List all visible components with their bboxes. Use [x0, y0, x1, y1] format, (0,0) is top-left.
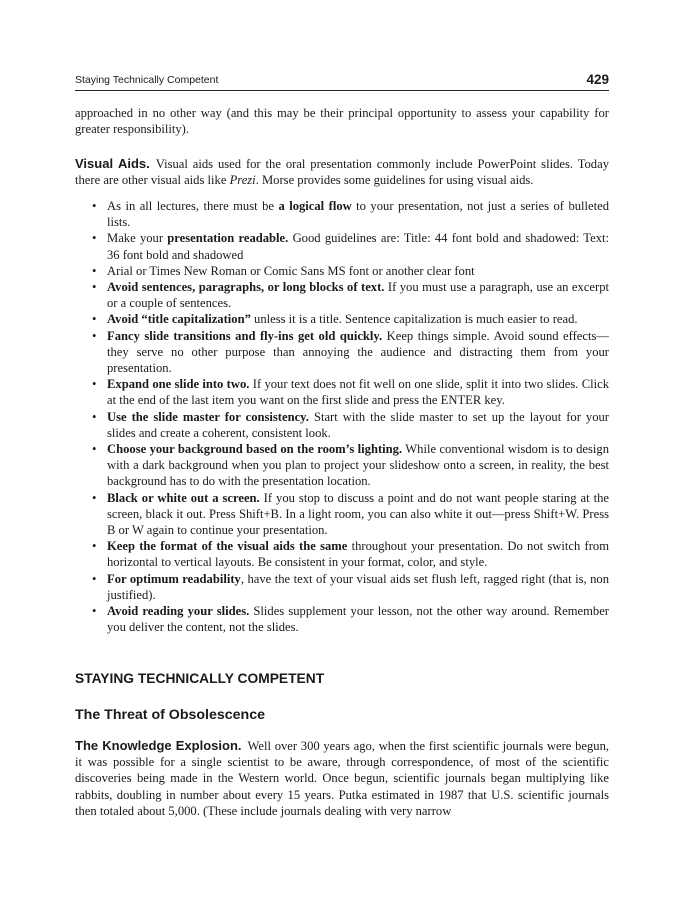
bullet-icon: •	[92, 409, 97, 424]
item-bold: Keep the format of the visual aids the same	[107, 539, 348, 554]
bullet-icon: •	[92, 231, 97, 246]
item-bold: Avoid sentences, paragraphs, or long blocks of text.	[107, 280, 385, 295]
visual-aids-run-head: Visual Aids.	[75, 156, 150, 171]
list-item	[75, 603, 609, 635]
item-bold: Fancy slide transitions and fly-ins get old quickly.	[107, 328, 383, 343]
knowledge-run-head: The Knowledge Explosion.	[75, 738, 242, 753]
list-item	[75, 263, 609, 279]
list-item	[75, 490, 609, 539]
item-post: If you stop to discuss a point and do not want people staring at the screen, black it out. Press Shift+B. In a light room, you can also white it out—press Shift+W. Press B or W again to continue your presentation.	[107, 490, 609, 538]
item-post: If you must use a paragraph, use an excerpt or a couple of sentences.	[107, 280, 609, 311]
bullet-icon: •	[92, 263, 97, 278]
running-title: Staying Technically Competent	[75, 74, 219, 86]
item-bold: Use the slide master for consistency.	[107, 409, 309, 424]
list-item	[75, 571, 609, 603]
list-item	[75, 230, 609, 262]
bullet-icon: •	[92, 312, 97, 327]
running-header	[75, 70, 609, 91]
item-bold: Avoid “title capitalization”	[107, 312, 251, 327]
bullet-icon: •	[92, 490, 97, 505]
item-bold: For optimum readability	[107, 571, 241, 586]
page-number: 429	[586, 72, 609, 87]
section-heading: STAYING TECHNICALLY COMPETENT	[75, 671, 325, 686]
item-pre: Arial or Times New Roman or Comic Sans MS font or another clear font	[107, 263, 475, 278]
list-item	[75, 198, 609, 230]
item-post: unless it is a title. Sentence capitalization is much easier to read.	[250, 312, 578, 327]
item-post: to your presentation, not just a series of bulleted lists.	[107, 199, 610, 230]
list-item	[75, 409, 609, 441]
intro-paragraph: approached in no other way (and this may be their principal opportunity to assess your capability for greater responsibility).	[75, 106, 609, 137]
item-bold: presentation readable.	[167, 231, 289, 246]
bullet-icon: •	[92, 199, 97, 213]
visual-aids-text-1: Visual aids used for the oral presentation commonly include PowerPoint slides. Today there are other visual aids like	[75, 157, 609, 188]
bullet-icon: •	[92, 571, 97, 586]
subsection-heading: The Threat of Obsolescence	[75, 707, 266, 723]
bullet-icon: •	[92, 442, 97, 457]
list-item	[75, 311, 609, 327]
item-post: Keep things simple. Avoid sound effects—they serve no other purpose than annoying the audience and distracting them from your presentation.	[107, 328, 609, 376]
list-item	[75, 376, 609, 408]
bullet-icon: •	[92, 328, 97, 343]
bullet-icon: •	[92, 604, 97, 619]
item-post: If your text does not fit well on one slide, split it into two slides. Click at the end of the last item you want on the first slide and press the ENTER key.	[107, 377, 609, 408]
item-bold: Avoid reading your slides.	[107, 604, 250, 619]
item-post: Slides supplement your lesson, not the other way around. Remember you deliver the content, not the slides.	[107, 604, 609, 635]
item-bold: Choose your background based on the room’s lighting.	[107, 442, 403, 457]
item-bold: a logical flow	[278, 199, 352, 213]
list-item	[75, 538, 609, 570]
item-bold: Black or white out a screen.	[107, 490, 260, 505]
item-pre: Make your	[107, 231, 168, 246]
bullet-icon: •	[92, 280, 97, 295]
item-post: Start with the slide master to set up the layout for your slides and create a coherent, consistent look.	[107, 409, 609, 440]
visual-aids-italic: Prezi	[229, 173, 256, 188]
item-pre: As in all lectures, there must be	[107, 199, 279, 213]
list-item	[75, 441, 609, 490]
list-item	[75, 279, 609, 311]
item-post: throughout your presentation. Do not switch from horizontal to vertical layouts. Be consistent in your format, color, and style.	[107, 539, 609, 570]
bullet-icon: •	[92, 377, 97, 392]
list-item	[75, 328, 609, 377]
visual-aids-text-2: . Morse provides some guidelines for using visual aids.	[255, 173, 534, 188]
knowledge-paragraph	[75, 738, 609, 819]
item-post: , have the text of your visual aids set flush left, ragged right (that is, non justified).	[107, 571, 609, 602]
item-post: While conventional wisdom is to design with a dark background when you plan to project your slideshow onto a screen, in reality, the best background has to do with the presentation location.	[107, 442, 609, 489]
item-bold: Expand one slide into two.	[107, 377, 250, 392]
item-post: Good guidelines are: Title: 44 font bold and shadowed: Text: 36 font bold and shadowed	[107, 231, 609, 262]
guideline-list	[75, 198, 609, 635]
visual-aids-paragraph	[75, 156, 609, 188]
bullet-icon: •	[92, 539, 97, 554]
knowledge-text: Well over 300 years ago, when the first scientific journals were begun, it was possible for a single scientist to be aware, through correspondence, of most of the scientific discoveries being made in the Western world. Once begun, scientific journals began multiplying like rabbits, doubling in number about every 15 years. Putka estimated in 1987 that U.S. scientific journals then totaled about 5,000. (These include journals dealing with very narrow	[75, 739, 610, 818]
